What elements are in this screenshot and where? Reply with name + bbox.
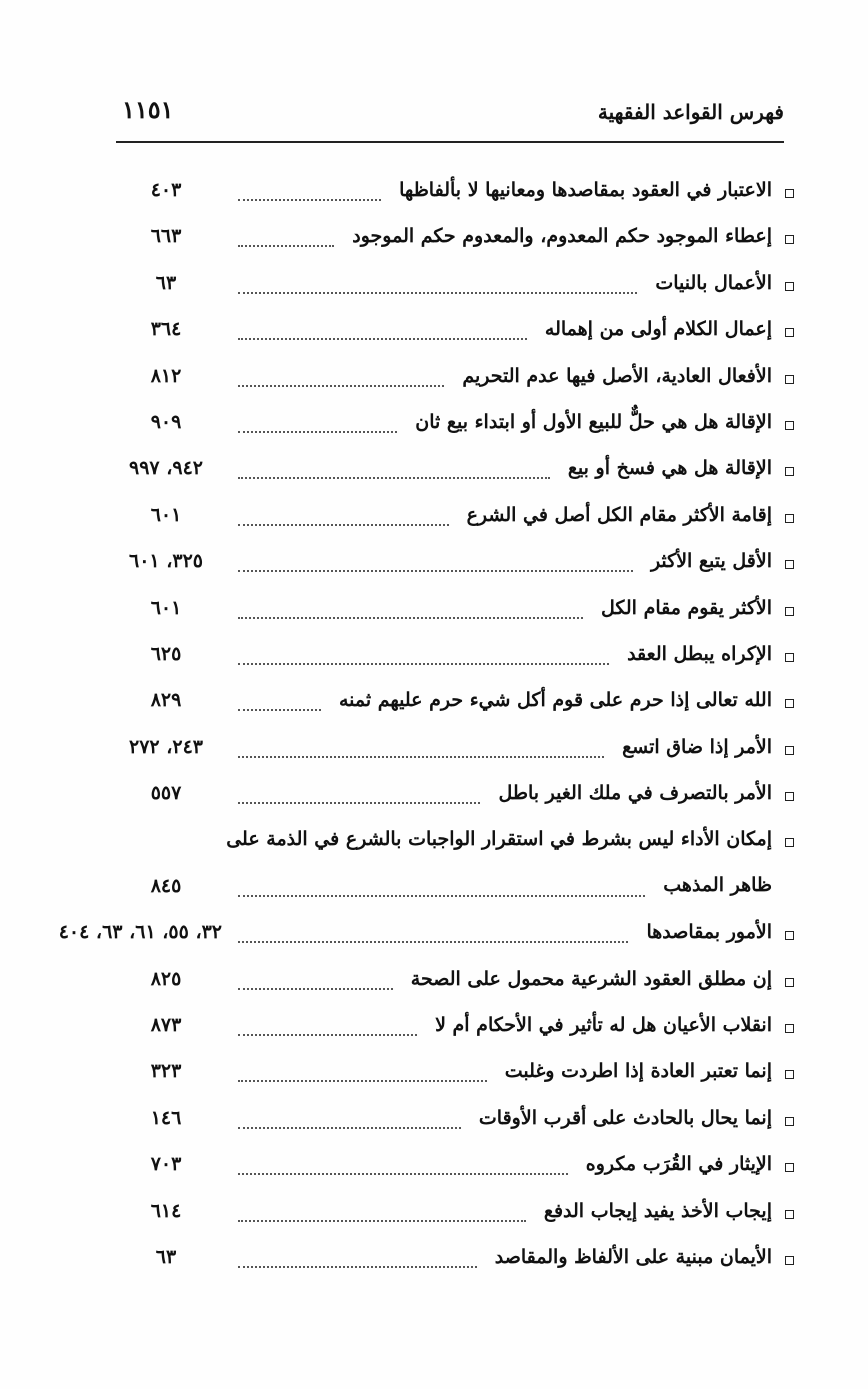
square-bullet-icon: [785, 467, 794, 476]
square-bullet-icon: [785, 746, 794, 755]
entry-text: الإيثار في القُرَب مكروه: [585, 1153, 772, 1176]
entry-text: إن مطلق العقود الشرعية محمول على الصحة: [410, 967, 772, 990]
index-entry: [110, 1144, 800, 1190]
entry-pages: ٩٠٩: [150, 410, 182, 433]
entry-text: الإقالة هل هي حلٌّ للبيع الأول أو ابتداء بيع ثان: [415, 410, 772, 433]
square-bullet-icon: [785, 699, 794, 708]
index-entry: [110, 170, 800, 216]
entry-text: الإقالة هل هي فسخ أو بيع: [567, 457, 772, 480]
square-bullet-icon: [785, 1163, 794, 1172]
index-entry: [110, 773, 800, 819]
entry-pages: ٨٧٣: [150, 1014, 182, 1037]
entry-pages: ٣٦٤: [150, 318, 182, 341]
dot-leader: [238, 338, 527, 340]
entry-text: إعمال الكلام أولى من إهماله: [544, 318, 772, 341]
entry-text: إنما يحال بالحادث على أقرب الأوقات: [478, 1106, 772, 1129]
entry-pages: ٤٠٣: [150, 179, 182, 201]
entry-text: إقامة الأكثر مقام الكل أصل في الشرع: [466, 503, 772, 526]
square-bullet-icon: [785, 1256, 794, 1265]
index-entry: [110, 216, 800, 262]
square-bullet-icon: [785, 792, 794, 801]
page-title: فهرس القواعد الفقهية: [597, 100, 784, 124]
entry-pages: ٥٥٧: [150, 782, 182, 805]
index-list: [58, 170, 800, 1283]
entry-pages: ١٤٦: [150, 1106, 182, 1129]
index-entry: [110, 588, 800, 634]
entry-pages: ٦٠١: [150, 503, 182, 526]
index-entry: [110, 541, 800, 587]
index-entry: [110, 402, 800, 448]
entry-pages: ٦٢٥: [150, 642, 182, 665]
square-bullet-icon: [785, 1024, 794, 1033]
square-bullet-icon: [785, 838, 794, 847]
entry-text: إيجاب الأخذ يفيد إيجاب الدفع: [543, 1199, 772, 1222]
dot-leader: [238, 709, 321, 711]
dot-leader: [238, 570, 633, 572]
square-bullet-icon: [785, 560, 794, 569]
dot-leader: [238, 1127, 461, 1129]
dot-leader: [238, 941, 628, 943]
page-header: [118, 92, 786, 136]
dot-leader: [238, 988, 393, 990]
square-bullet-icon: [785, 235, 794, 244]
index-entry: [110, 448, 800, 494]
entry-text: إعطاء الموجود حكم المعدوم، والمعدوم حكم الموجود: [352, 225, 772, 248]
entry-pages: ٦١٤: [150, 1199, 182, 1222]
index-entry: [110, 819, 800, 912]
entry-pages: ٣٢٥، ٦٠١: [129, 550, 203, 573]
entry-pages: ٧٠٣: [150, 1153, 182, 1176]
dot-leader: [238, 663, 609, 665]
entry-pages: ٨٢٥: [150, 967, 182, 990]
entry-pages: ٦٦٣: [150, 225, 182, 248]
dot-leader: [238, 1266, 477, 1268]
index-entry: [110, 495, 800, 541]
entry-text: الأيمان مبنية على الألفاظ والمقاصد: [494, 1246, 772, 1268]
entry-text: إمكان الأداء ليس بشرط في استقرار الواجبات بالشرع في الذمة على ظاهر المذهب: [226, 828, 772, 897]
entry-text: الاعتبار في العقود بمقاصدها ومعانيها لا بألفاظها: [399, 179, 772, 201]
dot-leader: [238, 756, 604, 758]
index-entry: [110, 680, 800, 726]
entry-text: الأقل يتبع الأكثر: [650, 550, 772, 573]
square-bullet-icon: [785, 189, 794, 198]
entry-text: الأعمال بالنيات: [655, 271, 772, 294]
dot-leader: [238, 802, 480, 804]
index-entry: [110, 1237, 800, 1283]
square-bullet-icon: [785, 328, 794, 337]
dot-leader: [238, 245, 334, 247]
index-entry: [110, 1005, 800, 1051]
square-bullet-icon: [785, 375, 794, 384]
dot-leader: [238, 292, 637, 294]
dot-leader: [238, 895, 645, 897]
index-entry: [110, 263, 800, 309]
entry-text: الأكثر يقوم مقام الكل: [601, 596, 772, 619]
square-bullet-icon: [785, 421, 794, 430]
entry-pages: ٦٣: [155, 1246, 177, 1268]
dot-leader: [238, 524, 449, 526]
page-number: ١١٥١: [122, 95, 174, 124]
dot-leader: [238, 1034, 417, 1036]
entry-text: الأفعال العادية، الأصل فيها عدم التحريم: [462, 364, 772, 387]
entry-pages: ٨٢٩: [150, 689, 182, 712]
entry-pages: ٣٢، ٥٥، ٦١، ٦٣، ٤٠٤: [58, 921, 222, 944]
entry-pages: ٦٣: [155, 271, 177, 294]
index-entry: [110, 727, 800, 773]
entry-text: الله تعالى إذا حرم على قوم أكل شيء حرم عليهم ثمنه: [338, 689, 772, 712]
entry-text: انقلاب الأعيان هل له تأثير في الأحكام أم لا: [435, 1014, 772, 1037]
dot-leader: [238, 431, 397, 433]
entry-text: الأمر بالتصرف في ملك الغير باطل: [498, 782, 772, 805]
entry-pages: ٣٢٣: [150, 1060, 182, 1083]
entry-text: الأمر إذا ضاق اتسع: [622, 735, 772, 758]
entry-text: إنما تعتبر العادة إذا اطردت وغلبت: [504, 1060, 772, 1083]
dot-leader: [238, 385, 444, 387]
dot-leader: [238, 1080, 487, 1082]
dot-leader: [238, 199, 381, 201]
index-entry: [110, 959, 800, 1005]
square-bullet-icon: [785, 931, 794, 940]
square-bullet-icon: [785, 653, 794, 662]
entry-pages: ٩٤٢، ٩٩٧: [129, 457, 203, 480]
entry-pages: ٦٠١: [150, 596, 182, 619]
index-entry: [110, 1191, 800, 1237]
entry-text: الأمور بمقاصدها: [646, 921, 772, 944]
square-bullet-icon: [785, 1117, 794, 1126]
entry-pages: ٨١٢: [150, 364, 182, 387]
dot-leader: [238, 1173, 568, 1175]
entry-pages: ٨٤٥: [150, 875, 182, 898]
square-bullet-icon: [785, 282, 794, 291]
entry-pages: ٢٤٣، ٢٧٢: [129, 735, 203, 758]
index-entry: [110, 309, 800, 355]
square-bullet-icon: [785, 1070, 794, 1079]
dot-leader: [238, 477, 550, 479]
square-bullet-icon: [785, 1210, 794, 1219]
square-bullet-icon: [785, 514, 794, 523]
index-entry: [110, 1098, 800, 1144]
square-bullet-icon: [785, 607, 794, 616]
entry-text: الإكراه يبطل العقد: [627, 642, 772, 665]
index-entry: [110, 356, 800, 402]
dot-leader: [238, 617, 583, 619]
square-bullet-icon: [785, 978, 794, 987]
index-entry: [58, 912, 800, 958]
index-entry: [110, 634, 800, 680]
index-entry: [110, 1051, 800, 1097]
header-rule: [116, 141, 784, 143]
dot-leader: [238, 1220, 526, 1222]
